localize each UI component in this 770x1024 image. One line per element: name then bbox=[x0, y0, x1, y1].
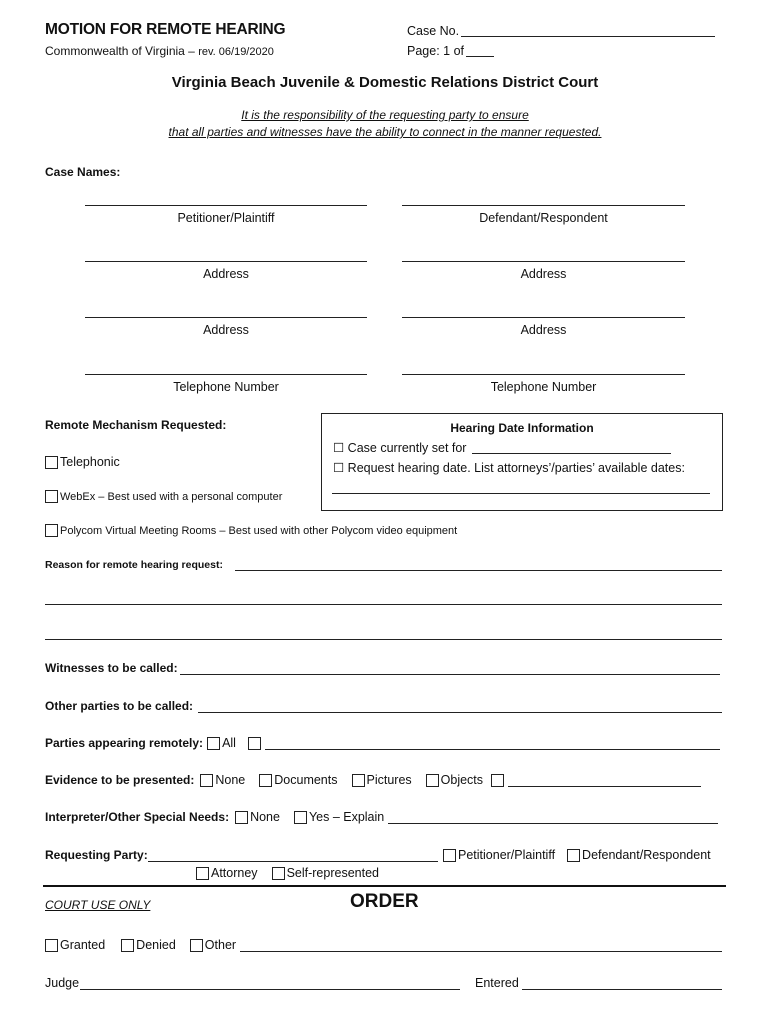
reason-label: Reason for remote hearing request: bbox=[45, 559, 223, 571]
representation-row bbox=[196, 866, 379, 880]
webex-label: WebEx – Best used with a personal computer bbox=[60, 490, 283, 503]
court-divider bbox=[43, 885, 726, 887]
webex-checkbox[interactable] bbox=[45, 490, 58, 503]
defendant-caption: Defendant/Respondent bbox=[479, 211, 608, 225]
interpreter-row bbox=[45, 810, 384, 824]
notice-line-2: that all parties and witnesses have the ability to connect in the manner requested. bbox=[168, 125, 602, 139]
order-heading: ORDER bbox=[350, 891, 419, 912]
petitioner-caption: Petitioner/Plaintiff bbox=[177, 211, 275, 225]
telephonic-option[interactable] bbox=[45, 455, 120, 469]
requesting-type-row bbox=[443, 848, 711, 862]
available-dates-field[interactable] bbox=[332, 493, 710, 494]
denied-label: Denied bbox=[136, 938, 176, 952]
defendant-address-1-caption: Address bbox=[520, 267, 567, 281]
requesting-party-field[interactable] bbox=[148, 861, 438, 862]
petitioner-address-2-caption: Address bbox=[203, 323, 249, 337]
subtitle-text: Commonwealth of Virginia – bbox=[45, 44, 195, 58]
evidence-pictures-checkbox[interactable] bbox=[352, 774, 365, 787]
parties-remote-row bbox=[45, 736, 261, 750]
granted-label: Granted bbox=[60, 938, 106, 952]
self-represented-label: Self-represented bbox=[286, 866, 379, 880]
hearing-date-title: Hearing Date Information bbox=[450, 421, 594, 435]
all-checkbox[interactable] bbox=[207, 737, 220, 750]
interpreter-yes-label: Yes – Explain bbox=[308, 810, 385, 824]
interpreter-yes-checkbox[interactable] bbox=[294, 811, 307, 824]
defendant-address-1-field[interactable] bbox=[402, 261, 685, 262]
defendant-field[interactable] bbox=[402, 205, 685, 206]
page-total-field[interactable] bbox=[466, 56, 494, 57]
other-label: Other bbox=[204, 938, 237, 952]
form-title: MOTION FOR REMOTE HEARING bbox=[45, 21, 286, 38]
petitioner-option-label: Petitioner/Plaintiff bbox=[458, 848, 556, 862]
telephonic-checkbox[interactable] bbox=[45, 456, 58, 469]
self-represented-checkbox[interactable] bbox=[272, 867, 285, 880]
denied-checkbox[interactable] bbox=[121, 939, 134, 952]
reason-field-3[interactable] bbox=[45, 639, 722, 640]
defendant-address-2-caption: Address bbox=[520, 323, 567, 337]
case-names-label: Case Names: bbox=[45, 165, 121, 179]
case-number-label: Case No. bbox=[407, 24, 460, 38]
evidence-pictures-label: Pictures bbox=[366, 773, 412, 787]
petitioner-address-2-field[interactable] bbox=[85, 317, 367, 318]
petitioner-phone-field[interactable] bbox=[85, 374, 367, 375]
petitioner-address-1-field[interactable] bbox=[85, 261, 367, 262]
granted-checkbox[interactable] bbox=[45, 939, 58, 952]
polycom-option[interactable] bbox=[45, 524, 457, 537]
reason-field-2[interactable] bbox=[45, 604, 722, 605]
entered-label: Entered bbox=[475, 976, 519, 990]
remote-mechanism-label: Remote Mechanism Requested: bbox=[45, 418, 227, 432]
webex-option[interactable] bbox=[45, 490, 282, 503]
defendant-phone-caption: Telephone Number bbox=[490, 380, 597, 394]
judge-label: Judge bbox=[45, 976, 80, 990]
polycom-checkbox[interactable] bbox=[45, 524, 58, 537]
interpreter-none-checkbox[interactable] bbox=[235, 811, 248, 824]
petitioner-phone-caption: Telephone Number bbox=[173, 380, 279, 394]
evidence-other-field[interactable] bbox=[508, 786, 701, 787]
evidence-none-checkbox[interactable] bbox=[200, 774, 213, 787]
evidence-other-checkbox[interactable] bbox=[491, 774, 504, 787]
parties-remote-field[interactable] bbox=[265, 749, 720, 750]
court-name: Virginia Beach Juvenile & Domestic Relations District Court bbox=[171, 74, 599, 91]
evidence-row bbox=[45, 773, 504, 787]
entered-date-field[interactable] bbox=[522, 989, 722, 990]
judge-signature-field[interactable] bbox=[80, 989, 460, 990]
all-label: All bbox=[222, 736, 236, 750]
witnesses-field[interactable] bbox=[180, 674, 720, 675]
defendant-option-label: Defendant/Respondent bbox=[582, 848, 711, 862]
other-checkbox[interactable] bbox=[190, 939, 203, 952]
petitioner-field[interactable] bbox=[85, 205, 367, 206]
defendant-checkbox[interactable] bbox=[567, 849, 580, 862]
petitioner-address-1-caption: Address bbox=[203, 267, 249, 281]
ruling-row bbox=[45, 938, 236, 952]
page-label: Page: 1 of bbox=[407, 44, 464, 58]
form-subtitle bbox=[45, 44, 274, 58]
revision-date: rev. 06/19/2020 bbox=[198, 46, 274, 58]
telephonic-label: Telephonic bbox=[60, 455, 120, 469]
interpreter-label: Interpreter/Other Special Needs: bbox=[45, 810, 230, 824]
interpreter-none-label: None bbox=[250, 810, 280, 824]
evidence-objects-label: Objects bbox=[440, 773, 484, 787]
case-set-field[interactable] bbox=[472, 453, 671, 454]
notice-line-1: It is the responsibility of the requesting party to ensure bbox=[241, 108, 529, 122]
petitioner-checkbox[interactable] bbox=[443, 849, 456, 862]
parties-remote-label: Parties appearing remotely: bbox=[45, 736, 204, 750]
reason-field-1[interactable] bbox=[235, 570, 722, 571]
case-set-option[interactable]: ☐ Case currently set for bbox=[333, 441, 467, 455]
request-date-option[interactable]: ☐ Request hearing date. List attorneys’/parties’ available dates: bbox=[333, 461, 685, 475]
case-number-field[interactable] bbox=[461, 36, 715, 37]
ruling-other-field[interactable] bbox=[240, 951, 722, 952]
defendant-phone-field[interactable] bbox=[402, 374, 685, 375]
attorney-label: Attorney bbox=[211, 866, 258, 880]
court-use-label: COURT USE ONLY bbox=[45, 898, 151, 912]
hearing-date-box bbox=[321, 413, 723, 511]
defendant-address-2-field[interactable] bbox=[402, 317, 685, 318]
evidence-none-label: None bbox=[215, 773, 246, 787]
witnesses-label: Witnesses to be called: bbox=[45, 661, 178, 675]
attorney-checkbox[interactable] bbox=[196, 867, 209, 880]
polycom-label: Polycom Virtual Meeting Rooms – Best used with other Polycom video equipment bbox=[60, 524, 458, 537]
evidence-objects-checkbox[interactable] bbox=[426, 774, 439, 787]
requesting-party-label: Requesting Party: bbox=[45, 848, 148, 862]
parties-remote-other-checkbox[interactable] bbox=[248, 737, 261, 750]
evidence-documents-checkbox[interactable] bbox=[259, 774, 272, 787]
other-parties-label: Other parties to be called: bbox=[45, 699, 194, 713]
interpreter-explain-field[interactable] bbox=[388, 823, 718, 824]
evidence-documents-label: Documents bbox=[274, 773, 338, 787]
evidence-label: Evidence to be presented: bbox=[45, 773, 195, 787]
other-parties-field[interactable] bbox=[198, 712, 722, 713]
